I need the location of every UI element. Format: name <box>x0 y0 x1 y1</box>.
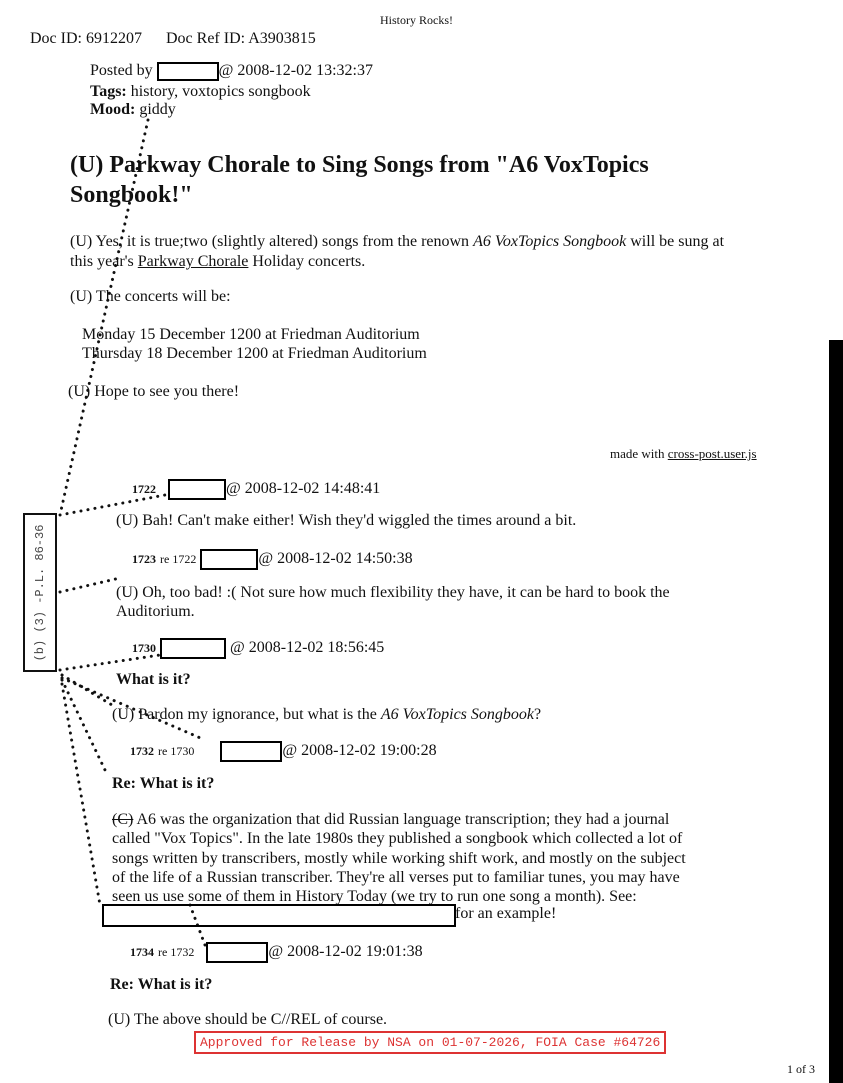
comment-1734-text: (U) The above should be C//REL of course. <box>108 1011 388 1028</box>
post-paragraph-1: (U) Yes, it is true;two (slightly altered) songs from the renown A6 VoxTopics Songbook will be sung at this year's Parkway Chorale Holiday concerts. <box>70 233 725 270</box>
redacted-author <box>168 479 226 500</box>
tags-line <box>90 83 311 101</box>
mood-line <box>90 101 176 119</box>
comment-1722-text: (U) Bah! Can't make either! Wish they'd wiggled the times around a bit. <box>116 512 577 529</box>
parkway-chorale-link[interactable]: Parkway Chorale <box>137 253 249 270</box>
redacted-author <box>157 62 219 81</box>
comment-1734-header: 1734 re 1732 @ 2008-12-02 19:01:38 <box>130 942 423 963</box>
site-title: History Rocks! <box>380 13 453 27</box>
comment-1730-text: (U) Pardon my ignorance, but what is the A6 VoxTopics Songbook? <box>112 706 542 723</box>
redacted-link <box>102 904 456 927</box>
redacted-author <box>160 638 226 659</box>
comment-1732-text: (C) A6 was the organization that did Russian language transcription; they had a journal called "Vox Topics". In the late 1980s they published a songbook which collected a lot of songs written by transcribers, mostly while working shift work, and mostly on the subject of the life of a Russian transcriber. They're all verses put to familiar tunes, you may have seen us use some of them in History Today (we try to run one song a month). See: <box>112 811 686 906</box>
redacted-author <box>200 549 258 570</box>
concert-line-1: Monday 15 December 1200 at Friedman Auditorium <box>82 326 420 343</box>
post-title-line2: Songbook!" <box>70 182 193 208</box>
concert-line-2: Thursday 18 December 1200 at Friedman Auditorium <box>82 345 427 362</box>
post-title-line1: (U) Parkway Chorale to Sing Songs from "A6 VoxTopics <box>70 152 649 178</box>
comment-1723-header: 1723 re 1722 @ 2008-12-02 14:50:38 <box>132 549 413 570</box>
comment-1730-subject: What is it? <box>116 671 191 688</box>
post-title <box>70 150 790 210</box>
comment-1732-header: 1732 re 1730 @ 2008-12-02 19:00:28 <box>130 741 437 762</box>
made-with-line: made with cross-post.user.js <box>610 446 757 461</box>
songbook-title: A6 VoxTopics Songbook <box>473 233 627 250</box>
classification-mark: (C) <box>112 811 134 828</box>
doc-ref-id: Doc Ref ID: A3903815 <box>166 30 316 47</box>
mood-label: Mood: <box>90 101 136 118</box>
redaction-exemption-box <box>23 513 57 672</box>
posted-by-line <box>90 62 373 81</box>
comment-id: 1722 <box>132 482 156 497</box>
comment-1732-subject: Re: What is it? <box>112 775 215 792</box>
release-stamp: Approved for Release by NSA on 01-07-2026, FOIA Case #64726 <box>194 1031 666 1054</box>
comment-timestamp: @ 2008-12-02 14:48:41 <box>226 480 381 498</box>
comment-1732-tail: for an example! <box>455 905 557 922</box>
comment-1734-subject: Re: What is it? <box>110 976 213 993</box>
scan-edge-bar <box>829 340 843 1083</box>
comment-1722-header <box>132 479 380 500</box>
tags-label: Tags: <box>90 83 127 100</box>
tags-value: history, voxtopics songbook <box>130 83 311 100</box>
page-number: 1 of 3 <box>787 1062 815 1076</box>
post-paragraph-2: (U) The concerts will be: <box>70 288 231 305</box>
redacted-author <box>220 741 282 762</box>
comment-1730-header: 1730 @ 2008-12-02 18:56:45 <box>132 638 384 659</box>
redaction-exemption-label: (b) (3) -P.L. 86-36 <box>33 524 47 661</box>
cross-post-link[interactable]: cross-post.user.js <box>667 446 757 461</box>
doc-id: Doc ID: 6912207 <box>30 30 142 47</box>
mood-value: giddy <box>139 101 176 118</box>
redacted-author <box>206 942 268 963</box>
comment-1723-text: (U) Oh, too bad! :( Not sure how much flexibility they have, it can be hard to book the Auditorium. <box>116 584 670 620</box>
post-timestamp: @ 2008-12-02 13:32:37 <box>218 62 373 80</box>
post-paragraph-3: (U) Hope to see you there! <box>68 383 240 400</box>
posted-by-label: Posted by <box>90 62 153 80</box>
